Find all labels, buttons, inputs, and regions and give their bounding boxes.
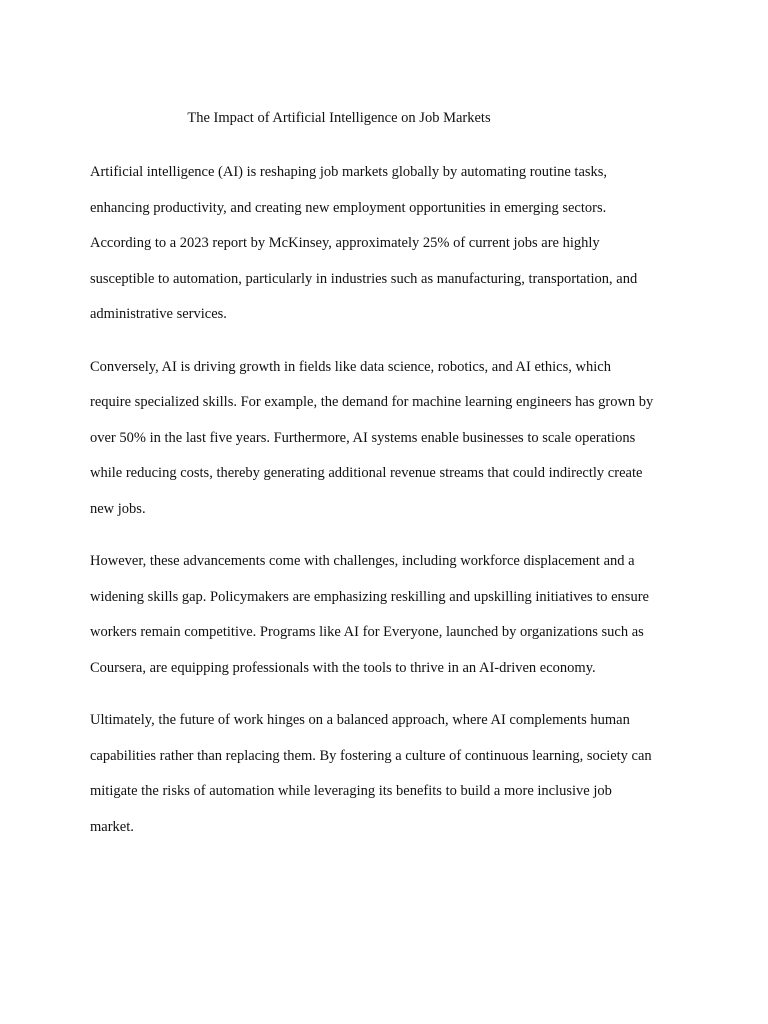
paragraph-line: workers remain competitive. Programs like AI for Everyone, launched by organizations such as bbox=[90, 624, 644, 640]
paragraph-line: According to a 2023 report by McKinsey, approximately 25% of current jobs are highly bbox=[90, 235, 600, 251]
paragraph-line: Conversely, AI is driving growth in fields like data science, robotics, and AI ethics, which bbox=[90, 358, 611, 375]
paragraph-line: Artificial intelligence (AI) is reshaping job markets globally by automating routine tasks, bbox=[90, 164, 608, 180]
paragraph-1 bbox=[90, 155, 690, 333]
paragraph-line: over 50% in the last five years. Furthermore, AI systems enable businesses to scale operations bbox=[90, 429, 636, 446]
paragraph-line: new jobs. bbox=[90, 500, 146, 517]
paragraph-line: enhancing productivity, and creating new employment opportunities in emerging sectors. bbox=[90, 199, 607, 216]
paragraph-line: Ultimately, the future of work hinges on a balanced approach, where AI complements human bbox=[90, 712, 630, 728]
paragraph-4 bbox=[90, 703, 690, 845]
paragraph-line: capabilities rather than replacing them. By fostering a culture of continuous learning, society can bbox=[90, 747, 652, 764]
document-title: The Impact of Artificial Intelligence on Job Markets bbox=[187, 110, 491, 126]
paragraph-line: administrative services. bbox=[90, 306, 227, 322]
paragraph-3 bbox=[90, 544, 690, 686]
paragraph-line: require specialized skills. For example, the demand for machine learning engineers has grown by bbox=[90, 394, 654, 410]
paragraph-2 bbox=[90, 350, 690, 528]
paragraph-line: while reducing costs, thereby generating additional revenue streams that could indirectly create bbox=[90, 465, 643, 481]
paragraph-line: susceptible to automation, particularly in industries such as manufacturing, transportation, and bbox=[90, 270, 638, 287]
paragraph-line: However, these advancements come with challenges, including workforce displacement and a bbox=[90, 553, 635, 569]
document-body bbox=[90, 155, 690, 862]
paragraph-line: Coursera, are equipping professionals with the tools to thrive in an AI-driven economy. bbox=[90, 659, 596, 676]
paragraph-line: mitigate the risks of automation while leveraging its benefits to build a more inclusive job bbox=[90, 783, 612, 799]
paragraph-line: market. bbox=[90, 818, 134, 835]
paragraph-line: widening skills gap. Policymakers are emphasizing reskilling and upskilling initiatives to ensure bbox=[90, 588, 649, 605]
